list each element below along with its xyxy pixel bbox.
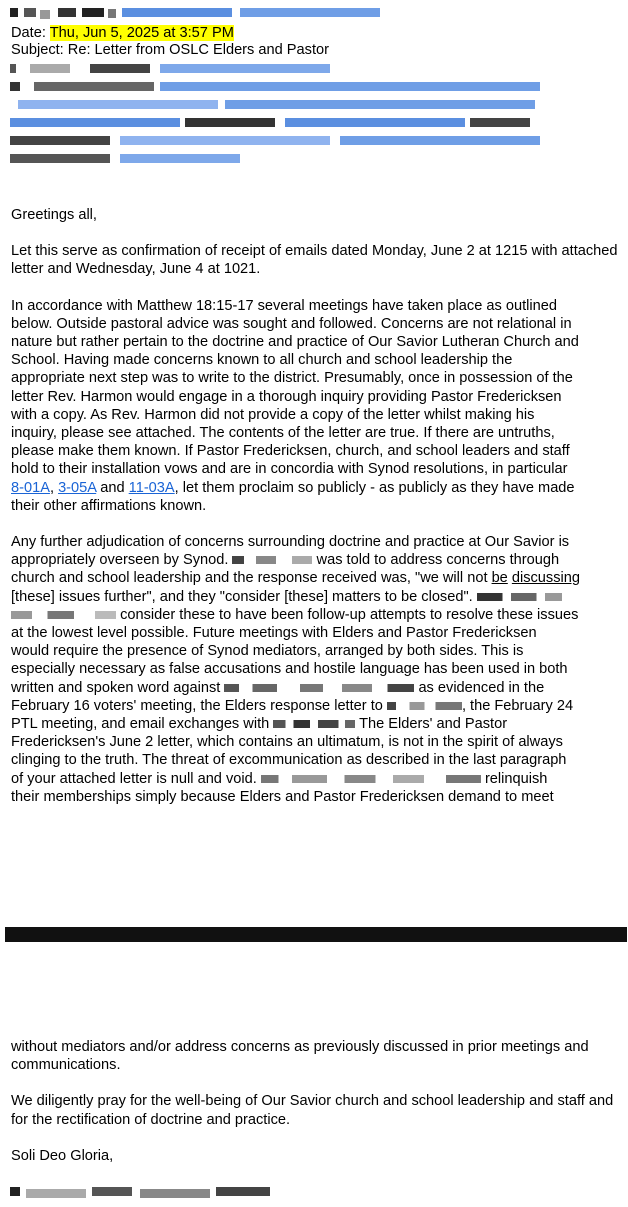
- para2-line: hold to their installation vows and are in concordia with Synod resolutions, in particular: [11, 461, 568, 478]
- para3-line: especially necessary as false accusations and hostile language has been used in both: [11, 661, 568, 678]
- resolution-8-01a-link[interactable]: 8-01A: [11, 479, 50, 496]
- para3-line: [11, 551, 626, 569]
- email-subject-line: [11, 41, 329, 59]
- para2-links-line: [11, 479, 626, 497]
- para2-tail: , let them proclaim so publicly - as publicly as they have made: [174, 479, 575, 496]
- text: appropriately overseen by Synod.: [11, 552, 229, 569]
- paragraph-matthew: [11, 297, 626, 515]
- underlined-discussing: discussing: [511, 570, 580, 587]
- subject-value: Re: Letter from OSLC Elders and Pastor: [67, 42, 329, 58]
- paragraph-prayer: We diligently pray for the well-being of Our Savior church and school leadership and staff and for the rectification of doctrine and practice.: [11, 1093, 614, 1128]
- paragraph-adjudication: [11, 533, 626, 806]
- text: church and school leadership and the response received was, "we will not: [11, 570, 492, 587]
- text: was told to address concerns through: [316, 552, 560, 569]
- text: The Elders' and Pastor: [359, 716, 508, 733]
- para2-line: letter Rev. Harmon would engage in a thorough inquiry providing Pastor Fredericksen: [11, 388, 562, 405]
- text: relinquish: [484, 770, 548, 787]
- para3-line: [11, 697, 626, 715]
- para3-line: [11, 588, 626, 606]
- redacted-signature: [10, 1187, 270, 1199]
- text: of your attached letter is null and void.: [11, 770, 257, 787]
- resolution-3-05a-link[interactable]: 3-05A: [58, 479, 97, 496]
- redacted-name: [11, 611, 116, 619]
- text: February 16 voters' meeting, the Elders response letter to: [11, 697, 383, 714]
- para3-line: clinging to the truth. The threat of excommunication as described in the last paragraph: [11, 752, 567, 769]
- page-break-bar: [5, 927, 627, 942]
- para3-line: would require the presence of Synod mediators, arranged by both sides. This is: [11, 643, 524, 660]
- greeting: Greetings all,: [11, 207, 97, 223]
- para2-line: appropriate next step was to write to the district. Presumably, once in possession of the: [11, 370, 573, 387]
- para2-line: below. Outside pastoral advice was sought and followed. Concerns are not relational in: [11, 315, 572, 332]
- subject-label: Subject:: [11, 42, 64, 58]
- para2-line: their other affirmations known.: [11, 497, 207, 514]
- text: PTL meeting, and email exchanges with: [11, 716, 270, 733]
- text: written and spoken word against: [11, 679, 221, 696]
- para3-line: [11, 606, 626, 624]
- para2-line: School. Having made concerns known to all church and school leadership the: [11, 352, 513, 369]
- resolution-11-03a-link[interactable]: 11-03A: [128, 479, 175, 496]
- para3-line: their memberships simply because Elders and Pastor Fredericksen demand to meet: [11, 788, 554, 805]
- redacted-from-line: [10, 6, 382, 20]
- email-body: [11, 206, 626, 806]
- para3-line: [11, 679, 626, 697]
- para2-line: nature but rather pertain to the doctrine and practice of Our Savior Lutheran Church and: [11, 334, 579, 351]
- para3-line: [11, 715, 626, 733]
- paragraph-receipt: Let this serve as confirmation of receipt of emails dated Monday, June 2 at 1215 with attached letter and Wednesday, June 4 at 1021.: [11, 243, 618, 278]
- para3-line: at the lowest level possible. Future meetings with Elders and Pastor Fredericksen: [11, 625, 537, 642]
- para2-line: please make them known. If Pastor Fredericksen, church, and school leaders and staff: [11, 443, 570, 460]
- sep: and: [96, 479, 129, 496]
- redacted-recipients: [10, 60, 555, 170]
- para3-line: [11, 569, 626, 587]
- para2-line: In accordance with Matthew 18:15-17 several meetings have taken place as outlined: [11, 297, 557, 314]
- text: consider these to have been follow-up attempts to resolve these issues: [120, 606, 579, 623]
- closing: Soli Deo Gloria,: [11, 1147, 114, 1164]
- para3-line: Any further adjudication of concerns surrounding doctrine and practice at Our Savior is: [11, 534, 570, 551]
- redacted-name: [261, 775, 481, 783]
- underlined-be: be: [491, 570, 508, 587]
- text: as evidenced in the: [418, 679, 545, 696]
- date-value: Thu, Jun 5, 2025 at 3:57 PM: [49, 25, 234, 41]
- text: , the February 24: [461, 697, 574, 714]
- email-body-continued: [11, 1038, 626, 1165]
- para2-line: with a copy. As Rev. Harmon did not provide a copy of the letter whilst making his: [11, 406, 535, 423]
- redacted-name: [224, 684, 414, 692]
- email-date-line: [11, 24, 234, 42]
- redacted-name: [273, 720, 355, 728]
- redacted-name: [387, 702, 462, 710]
- paragraph-mediators: without mediators and/or address concerns as previously discussed in prior meetings and communications.: [11, 1039, 589, 1074]
- redacted-name: [232, 556, 312, 564]
- text: [these] issues further", and they "consider [these] matters to be closed".: [11, 588, 473, 605]
- redacted-name: [477, 593, 562, 601]
- sep: ,: [49, 479, 59, 496]
- para2-line: inquiry, please see attached. The contents of the letter are true. If there are untruths,: [11, 425, 555, 442]
- para3-line: [11, 770, 626, 788]
- date-label: Date:: [11, 25, 46, 41]
- para3-line: Fredericksen's June 2 letter, which contains an ultimatum, is not in the spirit of always: [11, 734, 563, 751]
